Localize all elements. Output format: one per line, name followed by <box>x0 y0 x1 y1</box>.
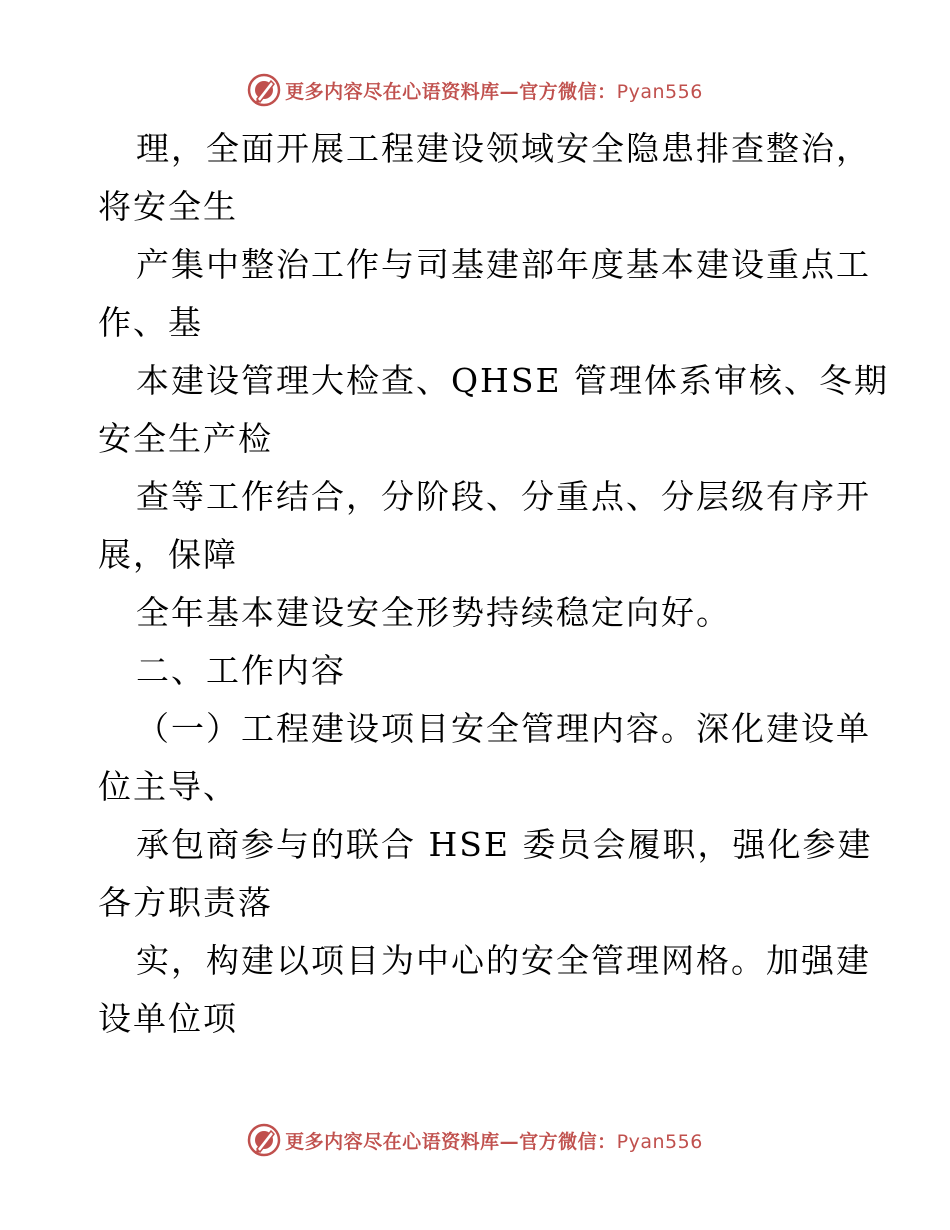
section-heading: 二、工作内容 <box>136 651 346 690</box>
body-line: 作、基 <box>98 303 203 342</box>
footer-banner <box>0 1120 950 1160</box>
body-line: 理，全面开展工程建设领域安全隐患排查整治， <box>136 129 871 168</box>
banner-text-cn: 更多内容尽在心语资料库—官方微信： <box>285 80 617 103</box>
banner-wechat-id: Pyan556 <box>616 80 703 103</box>
body-line: 各方职责落 <box>98 883 273 922</box>
body-line: 设单位项 <box>98 999 238 1038</box>
pen-logo-icon <box>247 73 281 107</box>
body-line: 承包商参与的联合 HSE 委员会履职，强化参建 <box>136 825 873 864</box>
body-line: 安全生产检 <box>98 419 273 458</box>
body-line: 查等工作结合，分阶段、分重点、分层级有序开 <box>136 477 871 516</box>
header-banner <box>0 70 950 110</box>
document-body <box>98 120 890 1048</box>
body-line: 全年基本建设安全形势持续稳定向好。 <box>136 593 731 632</box>
body-line: 将安全生 <box>98 187 238 226</box>
pen-logo-icon <box>247 1123 281 1157</box>
subsection-heading-line: （一）工程建设项目安全管理内容。深化建设单 <box>136 709 871 748</box>
body-line: 本建设管理大检查、QHSE 管理体系审核、冬期 <box>136 361 890 400</box>
body-line: 产集中整治工作与司基建部年度基本建设重点工 <box>136 245 871 284</box>
body-line: 位主导、 <box>98 767 238 806</box>
banner-wechat-id: Pyan556 <box>616 1130 703 1153</box>
body-line: 展，保障 <box>98 535 238 574</box>
banner-text-cn: 更多内容尽在心语资料库—官方微信： <box>285 1130 617 1153</box>
body-line: 实，构建以项目为中心的安全管理网格。加强建 <box>136 941 871 980</box>
